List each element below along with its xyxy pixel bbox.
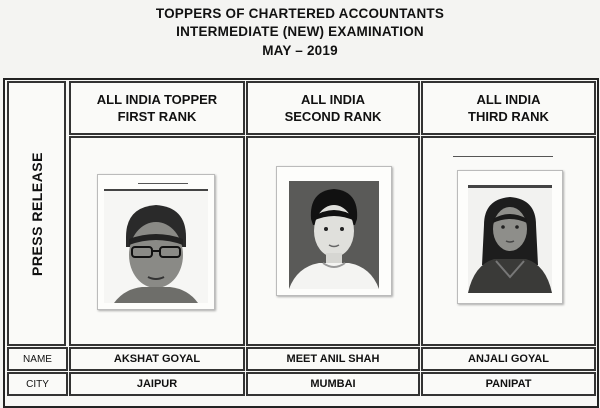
topper-city-2: MUMBAI: [246, 372, 420, 396]
row-label-city: CITY: [7, 372, 68, 396]
rank-header-line1: ALL INDIA TOPPER: [96, 92, 218, 107]
rank-header-line2: THIRD RANK: [468, 109, 549, 124]
photo-mount-1: [97, 174, 215, 310]
topper-name-3: ANJALI GOYAL: [421, 347, 596, 371]
rank-header-line1: ALL INDIA: [476, 92, 541, 107]
topper-name-2: MEET ANIL SHAH: [246, 347, 420, 371]
press-release-side-label: [7, 81, 66, 346]
photo-cell-3: [421, 136, 596, 346]
topper-photo-2: [289, 181, 379, 289]
rank-header-3: [421, 81, 596, 135]
rank-header-2: [246, 81, 420, 135]
side-label-text: PRESS RELEASE: [28, 151, 45, 276]
header-exam: INTERMEDIATE (NEW) EXAMINATION: [176, 24, 424, 39]
topper-city-1: JAIPUR: [69, 372, 245, 396]
topper-photo-1: [104, 189, 208, 303]
rank-header-line2: FIRST RANK: [117, 109, 197, 124]
topper-city-3: PANIPAT: [421, 372, 596, 396]
photo-cell-2: [246, 136, 420, 346]
row-label-name: NAME: [7, 347, 68, 371]
rank-header-line2: SECOND RANK: [284, 109, 382, 124]
photo-mount-3: [457, 170, 563, 304]
topper-photo-3: [468, 185, 552, 293]
rank-header-line1: ALL INDIA: [300, 92, 366, 107]
header-session: MAY – 2019: [262, 43, 338, 58]
topper-name-1: AKSHAT GOYAL: [69, 347, 245, 371]
header-title: TOPPERS OF CHARTERED ACCOUNTANTS: [155, 6, 445, 21]
photo-cell-1: [69, 136, 245, 346]
rank-header-1: [69, 81, 245, 135]
photo-mount-2: [276, 166, 392, 296]
